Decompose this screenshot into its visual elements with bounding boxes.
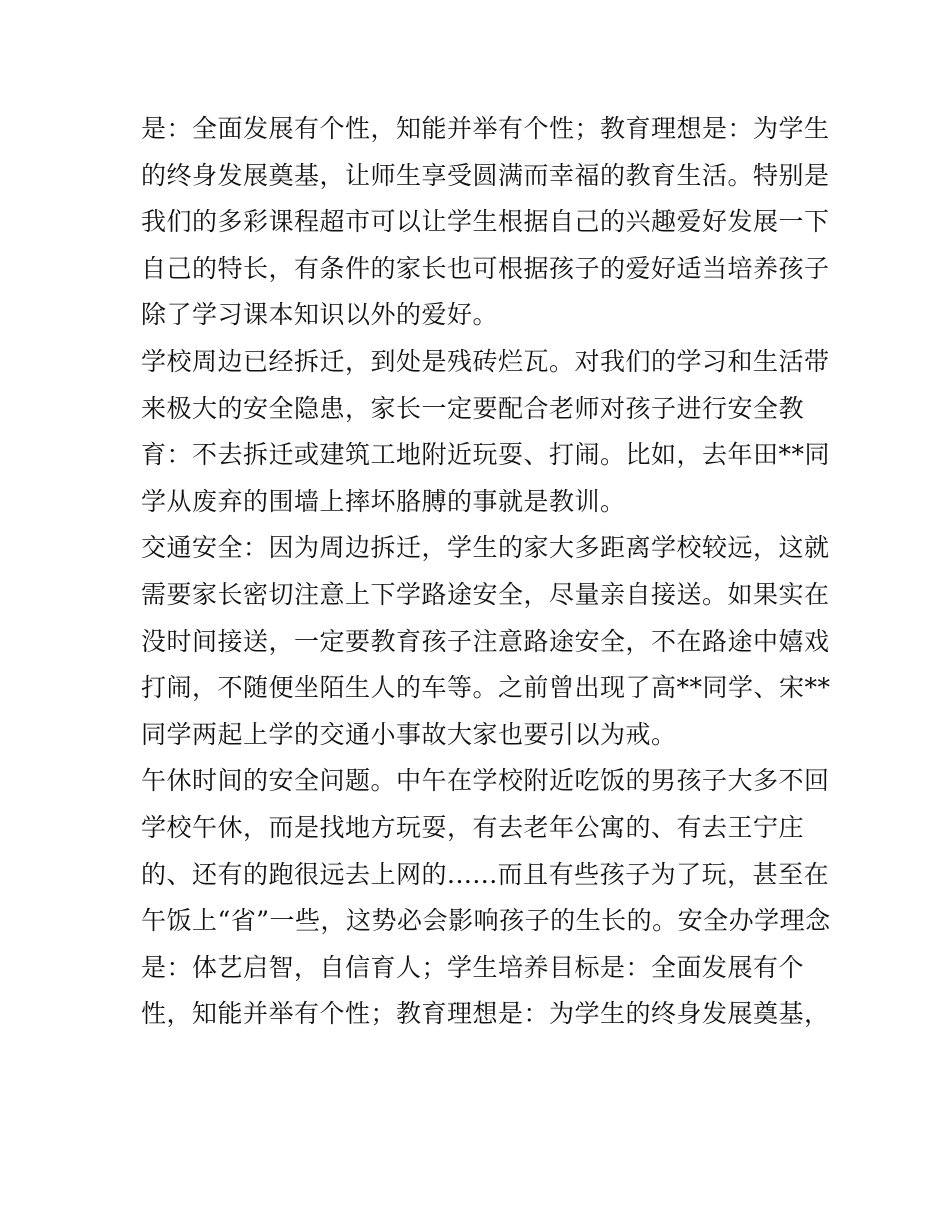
text-line: 打闹，不随便坐陌生人的车等。之前曾出现了高**同学、宋**	[141, 673, 831, 703]
text-line: 的终身发展奠基，让师生享受圆满而幸福的教育生活。特别是	[141, 160, 830, 190]
text-line: 没时间接送，一定要教育孩子注意路途安全，不在路途中嬉戏	[141, 626, 830, 656]
text-line: 学校周边已经拆迁，到处是残砖烂瓦。对我们的学习和生活带	[141, 346, 830, 376]
text-line: 学从废弃的围墙上摔坏胳膊的事就是教训。	[141, 486, 626, 516]
text-line: 来极大的安全隐患，家长一定要配合老师对孩子进行安全教	[141, 393, 805, 423]
text-line: 的、还有的跑很远去上网的......而且有些孩子为了玩，甚至在	[141, 859, 830, 889]
text-line: 育：不去拆迁或建筑工地附近玩耍、打闹。比如，去年田**同	[141, 440, 831, 470]
paragraph-demolition-safety	[141, 339, 831, 525]
text-line: 自己的特长，有条件的家长也可根据孩子的爱好适当培养孩子	[141, 253, 830, 283]
document-body	[141, 106, 831, 1038]
paragraph-noon-break-safety	[141, 758, 831, 1038]
paragraph-traffic-safety	[141, 525, 831, 758]
text-line: 是：体艺启智，自信育人；学生培养目标是：全面发展有个	[141, 952, 805, 982]
text-line: 学校午休，而是找地方玩耍，有去老年公寓的、有去王宁庄	[141, 812, 805, 842]
text-line: 午饭上“省”一些，这势必会影响孩子的生长的。安全办学理念	[141, 906, 831, 936]
text-line: 需要家长密切注意上下学路途安全，尽量亲自接送。如果实在	[141, 579, 830, 609]
text-line: 我们的多彩课程超市可以让学生根据自己的兴趣爱好发展一下	[141, 207, 830, 237]
text-line: 交通安全：因为周边拆迁，学生的家大多距离学校较远，这就	[141, 533, 830, 563]
text-line: 同学两起上学的交通小事故大家也要引以为戒。	[141, 719, 677, 749]
text-line: 午休时间的安全问题。中午在学校附近吃饭的男孩子大多不回	[141, 766, 830, 796]
paragraph-education-ideals	[141, 106, 830, 339]
text-line: 是：全面发展有个性，知能并举有个性；教育理想是：为学生	[141, 114, 830, 143]
text-line: 除了学习课本知识以外的爱好。	[141, 300, 499, 330]
text-line: 性，知能并举有个性；教育理想是：为学生的终身发展奠基，	[141, 999, 830, 1029]
